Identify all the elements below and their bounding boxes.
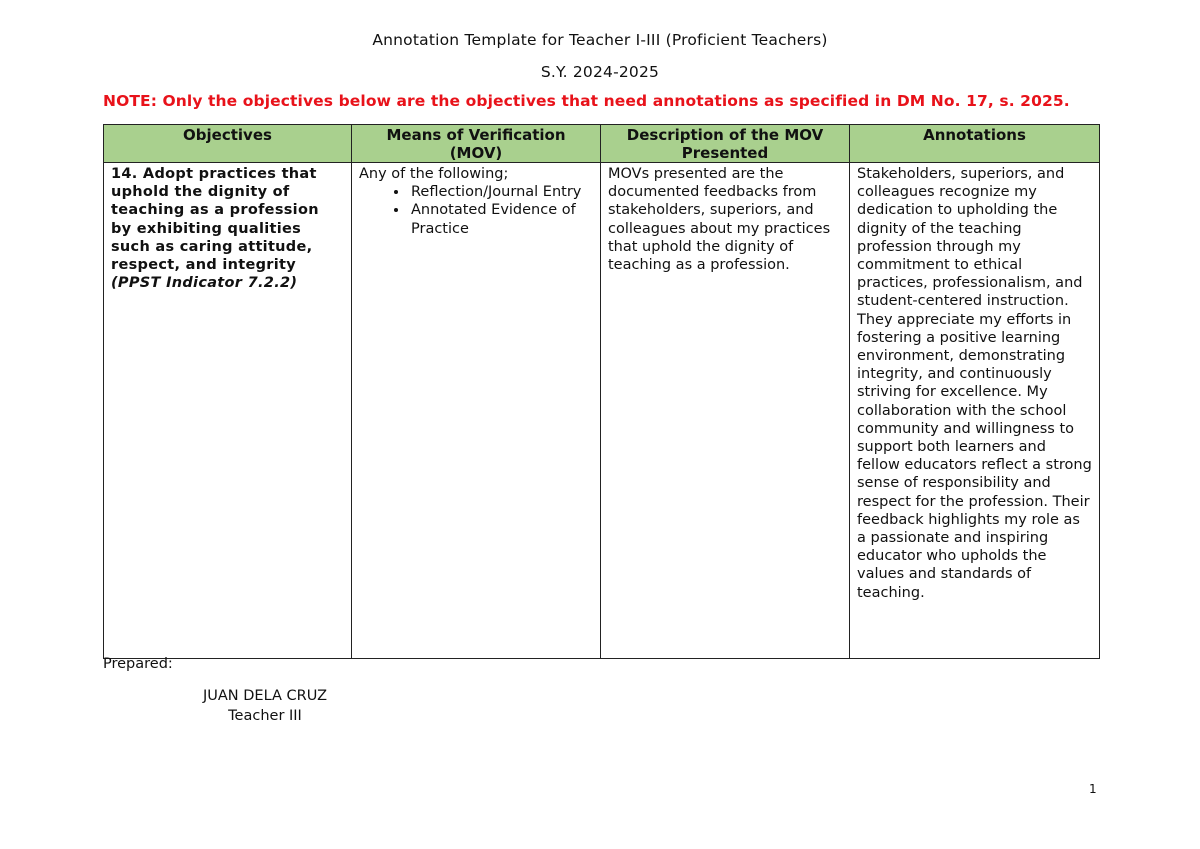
signer-name: JUAN DELA CRUZ: [202, 688, 328, 704]
column-header-annotations: Annotations: [850, 125, 1100, 163]
objective-indicator: (PPST Indicator 7.2.2): [111, 275, 298, 292]
mov-cell: [352, 163, 601, 659]
column-header-mov: Means of Verification (MOV): [352, 125, 601, 163]
mov-intro: Any of the following;: [359, 166, 509, 182]
objective-cell: [104, 163, 352, 659]
column-header-description: Description of the MOV Presented: [601, 125, 850, 163]
note-text: NOTE: Only the objectives below are the objectives that need annotations as specified in DM No. 17, s. 2025.: [103, 92, 1070, 110]
objective-text: 14. Adopt practices that uphold the dignity of teaching as a profession by exhibiting qualities such as caring attitude, respect, and integrity: [111, 166, 319, 274]
signer-title: Teacher III: [228, 708, 302, 724]
page-number: 1: [1089, 782, 1097, 796]
school-year: S.Y. 2024-2025: [540, 63, 660, 81]
column-header-objectives: Objectives: [104, 125, 352, 163]
annotation-cell: Stakeholders, superiors, and colleagues recognize my dedication to upholding the dignity of the teaching profession through my commitment to ethical practices, professionalism, and student-centered instruction. They appreciate my efforts in fostering a positive learning environment, demonstrating integrity, and continuously striving for excellence. My collaboration with the school community and willingness to support both learners and fellow educators reflect a strong sense of responsibility and respect for the profession. Their feedback highlights my role as a passionate and inspiring educator who upholds the values and standards of teaching.: [850, 163, 1100, 659]
prepared-label: Prepared:: [103, 656, 173, 672]
annotation-table: [103, 124, 1100, 659]
mov-list: [359, 183, 593, 238]
mov-item: • Annotated Evidence of Practice: [409, 201, 593, 237]
table-row: [104, 163, 1100, 659]
description-cell: MOVs presented are the documented feedbacks from stakeholders, superiors, and colleagues about my practices that uphold the dignity of teaching as a profession.: [601, 163, 850, 659]
table-header-row: [104, 125, 1100, 163]
mov-item: • Reflection/Journal Entry: [409, 183, 593, 201]
document-title: Annotation Template for Teacher I-III (Proficient Teachers): [372, 31, 828, 49]
